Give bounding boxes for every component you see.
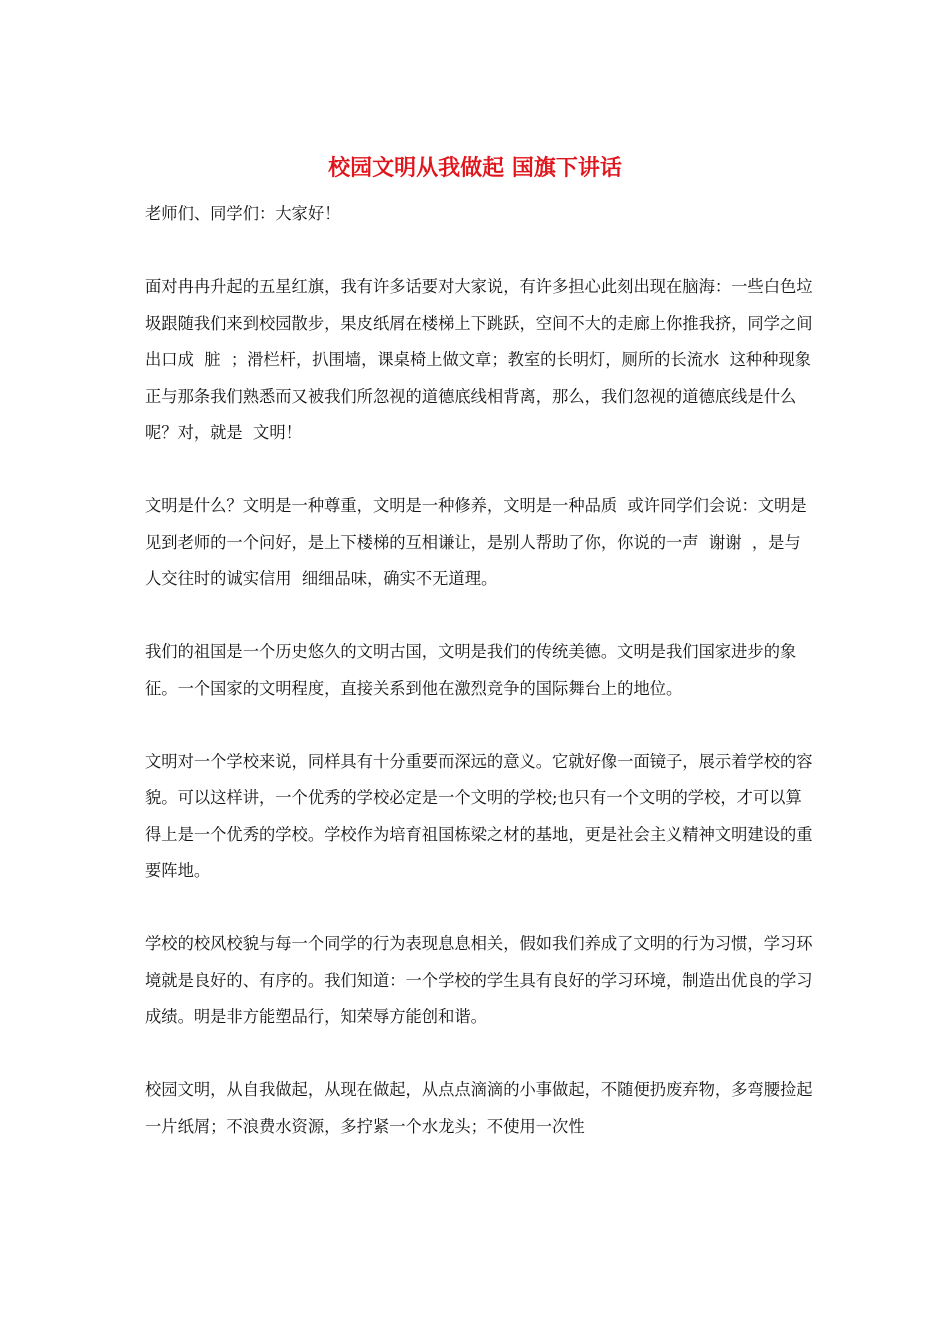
paragraph-4: 文明对一个学校来说，同样具有十分重要而深远的意义。它就好像一面镜子，展示着学校的容貌。可以这样讲，一个优秀的学校必定是一个文明的学校;也只有一个文明的学校，才可以算得上是一个优秀的学校。学校作为培育祖国栋梁之材的基地，更是社会主义精神文明建设的重要阵地。 xyxy=(145,751,813,880)
document-body xyxy=(145,196,815,1182)
paragraph-3: 我们的祖国是一个历史悠久的文明古国，文明是我们的传统美德。文明是我们国家进步的象征。一个国家的文明程度，直接关系到他在激烈竞争的国际舞台上的地位。 xyxy=(145,642,797,698)
greeting: 老师们、同学们：大家好！ xyxy=(145,204,341,223)
paragraph-5: 学校的校风校貌与每一个同学的行为表现息息相关，假如我们养成了文明的行为习惯，学习环境就是良好的、有序的。我们知道：一个学校的学生具有良好的学习环境，制造出优良的学习成绩。明是非方能塑品行，知荣辱方能创和谐。 xyxy=(145,934,813,1026)
paragraph-6: 校园文明，从自我做起，从现在做起，从点点滴滴的小事做起，不随便扔废弃物，多弯腰捡起一片纸屑；不浪费水资源，多拧紧一个水龙头；不使用一次性 xyxy=(145,1080,813,1136)
document-title: 校园文明从我做起 国旗下讲话 xyxy=(328,155,622,181)
paragraph-1: 面对冉冉升起的五星红旗，我有许多话要对大家说，有许多担心此刻出现在脑海：一些白色垃圾跟随我们来到校园散步，果皮纸屑在楼梯上下跳跃，空间不大的走廊上你推我挤，同学之间出口成 脏 ；滑栏杆，扒围墙，课桌椅上做文章；教室的长明灯，厕所的长流水 这种种现象正与那条我们熟悉而又被我们所忽视的道德底线相背离，那么，我们忽视的道德底线是什么呢？对，就是 文明！ xyxy=(145,277,813,442)
paragraph-2: 文明是什么？文明是一种尊重，文明是一种修养，文明是一种品质 或许同学们会说：文明是见到老师的一个问好，是上下楼梯的互相谦让，是别人帮助了你，你说的一声 谢谢 ，是与人交往时的诚实信用 细细品味，确实不无道理。 xyxy=(145,496,807,588)
